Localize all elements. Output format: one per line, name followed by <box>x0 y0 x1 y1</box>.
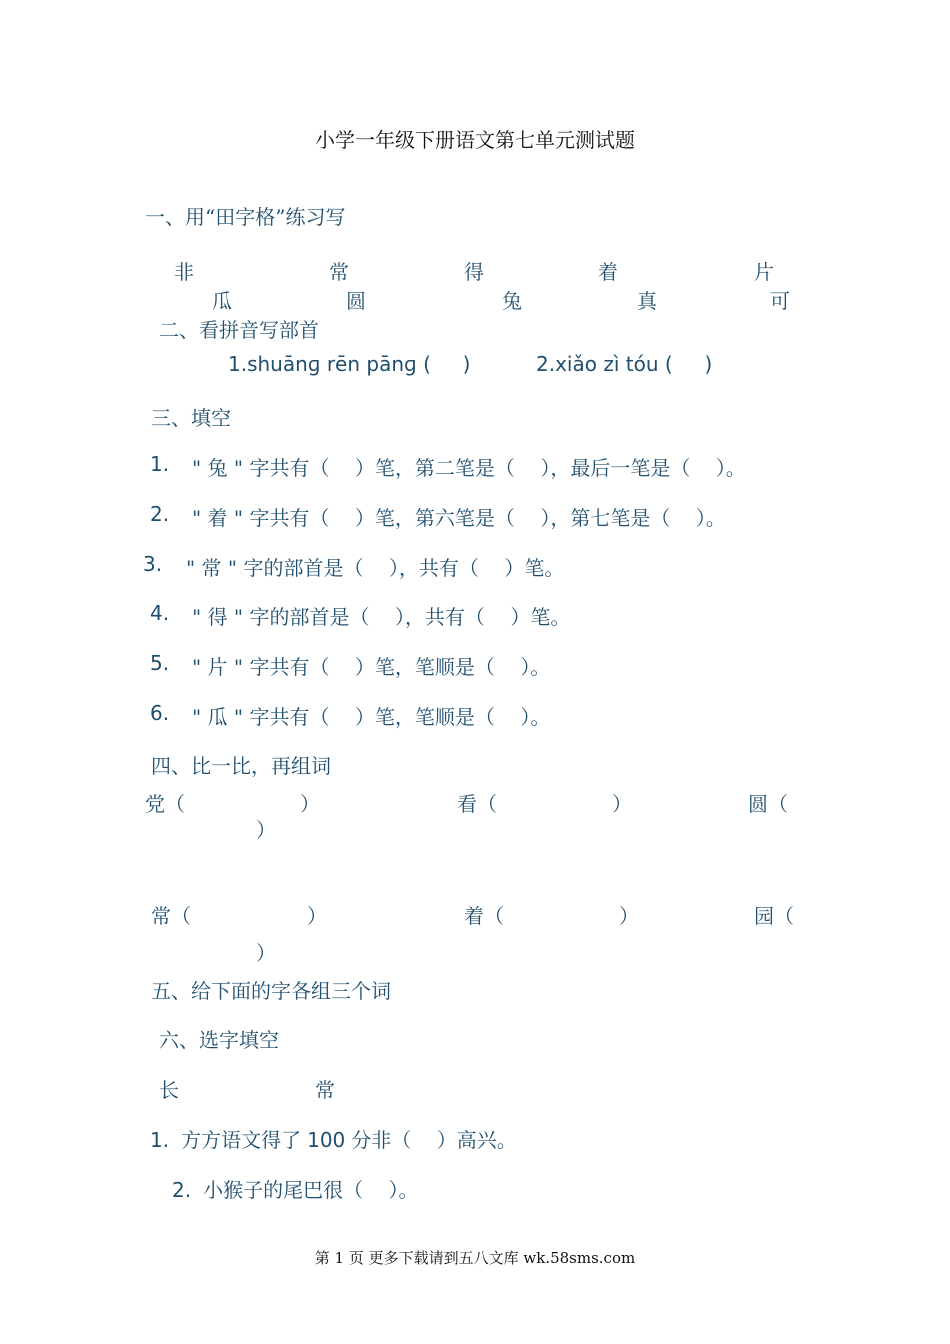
compare-char: 园（ <box>754 904 794 928</box>
compare-paren: ） <box>612 792 632 816</box>
section-6-heading: 六、选字填空 <box>159 1028 279 1052</box>
fill-item-number: 5. <box>150 651 170 675</box>
section-5-heading: 五、给下面的字各组三个词 <box>151 979 391 1003</box>
compare-char: 党（ <box>145 792 185 816</box>
section-2-heading: 二、看拼音写部首 <box>159 318 319 342</box>
practice-char: 非 <box>174 260 194 284</box>
page-title: 小学一年级下册语文第七单元测试题 <box>315 128 635 152</box>
pinyin-item-1: 1.shuānɡ rēn pānɡ ( ) <box>228 352 471 376</box>
practice-char: 得 <box>464 260 484 284</box>
fill-item-text: " 着 " 字共有（ ）笔，第六笔是（ ），第七笔是（ ）。 <box>192 506 726 530</box>
pinyin-item-2: 2.xiǎo zì tóu ( ) <box>536 352 713 376</box>
fill-item-number: 2. <box>150 502 170 526</box>
choice-item-number: 1. <box>150 1128 170 1152</box>
practice-char: 圆 <box>346 289 366 313</box>
choice-item-rest: 分非（ ）高兴。 <box>351 1128 517 1152</box>
choice-item-value: 100 <box>307 1128 346 1152</box>
practice-char: 着 <box>598 260 618 284</box>
choice-item-2 <box>172 1174 419 1203</box>
section-1-heading: 一、用“田字格”练习写 <box>145 205 346 229</box>
compare-paren: ） <box>256 818 276 842</box>
fill-item-number: 3. <box>143 552 163 576</box>
fill-item-number: 4. <box>150 601 170 625</box>
practice-char: 兔 <box>502 289 522 313</box>
fill-item-number: 1. <box>150 452 170 476</box>
practice-char: 真 <box>637 289 657 313</box>
compare-paren: ） <box>300 792 320 816</box>
compare-paren: ） <box>256 941 276 965</box>
compare-paren: ） <box>307 904 327 928</box>
page-footer: 第 1 页 更多下载请到五八文库 wk.58sms.com <box>314 1249 636 1267</box>
fill-item-text: " 片 " 字共有（ ）笔，笔顺是（ ）。 <box>192 655 551 679</box>
fill-item-text: " 兔 " 字共有（ ）笔，第二笔是（ ），最后一笔是（ ）。 <box>192 456 746 480</box>
compare-char: 着（ <box>464 904 504 928</box>
practice-char: 瓜 <box>212 289 232 313</box>
compare-char: 常（ <box>151 904 191 928</box>
practice-char: 可 <box>770 289 790 313</box>
choice-item-1 <box>150 1124 517 1153</box>
section-3-heading: 三、填空 <box>151 406 231 430</box>
choice-item-number: 2. <box>172 1178 192 1202</box>
choice-item-text: 方方语文得了 <box>181 1128 302 1152</box>
choice-item-text: 小猴子的尾巴很（ ）。 <box>203 1178 419 1202</box>
compare-char: 看（ <box>457 792 497 816</box>
compare-char: 圆（ <box>748 792 788 816</box>
fill-item-number: 6. <box>150 701 170 725</box>
choice-char: 长 <box>159 1078 179 1102</box>
practice-char: 片 <box>754 260 774 284</box>
practice-char: 常 <box>329 260 349 284</box>
fill-item-text: " 常 " 字的部首是（ ），共有（ ）笔。 <box>186 556 565 580</box>
choice-char: 常 <box>315 1078 335 1102</box>
fill-item-text: " 得 " 字的部首是（ ），共有（ ）笔。 <box>192 605 571 629</box>
compare-paren: ） <box>619 904 639 928</box>
fill-item-text: " 瓜 " 字共有（ ）笔，笔顺是（ ）。 <box>192 705 551 729</box>
section-4-heading: 四、比一比，再组词 <box>151 754 331 778</box>
